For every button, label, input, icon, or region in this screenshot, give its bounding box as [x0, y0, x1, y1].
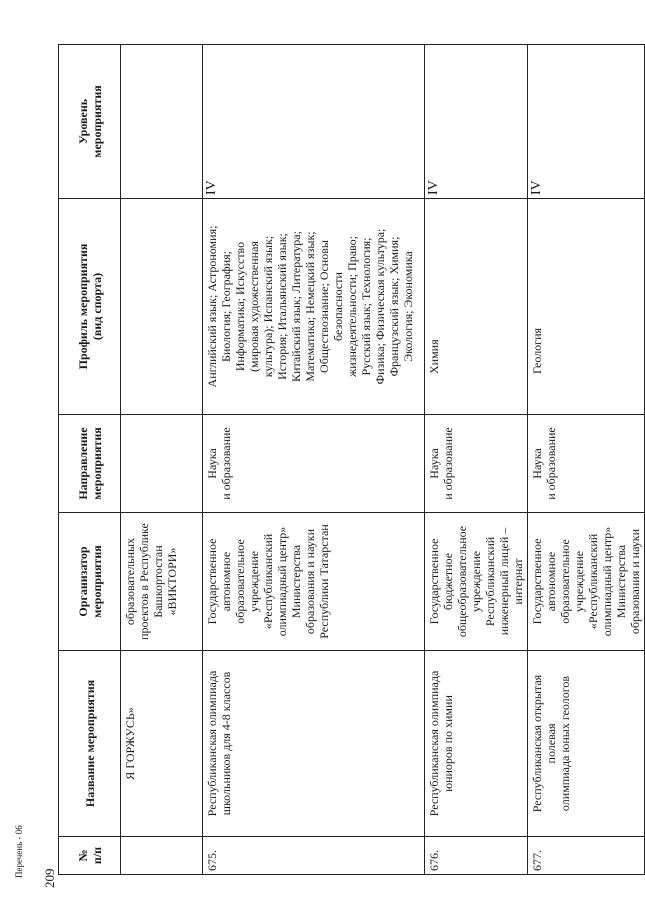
- header-profile: Профиль мероприятия (вид спорта): [59, 199, 121, 415]
- header-organizer: Организатор мероприятия: [59, 513, 121, 651]
- header-direction: Направление мероприятия: [59, 415, 121, 513]
- row-organizer: Государственное автономное образовательное учреждение «Республиканский олимпиадный центр» Министерства образования и науки: [528, 513, 645, 651]
- row-event-name: Республиканская олимпиада школьников для 4-8 классов: [203, 651, 425, 837]
- row-level: IV: [203, 45, 425, 199]
- header-event-name: Название мероприятия: [59, 651, 121, 837]
- row-profile: Геология: [528, 199, 645, 415]
- row-profile: Английский язык; Астрономия; Биология; География; Информатика; Искусство (мировая художественная культура); Испанский язык; История; Итальянский язык; Китайский язык; Литература; Математика; Немецкий язык; Обществознание; Основы безопасности жизнедеятельности; Право; Русский язык; Технология; Физика; Физическая культура; Французский язык; Химия; Экология; Экономика: [203, 199, 425, 415]
- row-event-name: Республиканская олимпиада юниоров по химии: [425, 651, 528, 837]
- row-organizer: Государственное бюджетное общеобразовательное учреждение Республиканский инженерный лицей – интернат: [425, 513, 528, 651]
- row-profile: [121, 199, 203, 415]
- table-row: [528, 45, 645, 875]
- row-direction: [121, 415, 203, 513]
- table-header-row: [59, 45, 121, 875]
- row-direction: Наука и образование: [203, 415, 425, 513]
- row-number: 677.: [528, 837, 645, 875]
- header-level: Уровень мероприятия: [59, 45, 121, 199]
- row-level: IV: [528, 45, 645, 199]
- row-level: [121, 45, 203, 199]
- table-row: [203, 45, 425, 875]
- row-direction: Наука и образование: [425, 415, 528, 513]
- row-number: 676.: [425, 837, 528, 875]
- row-number: [121, 837, 203, 875]
- row-event-name: Республиканская открытая полевая олимпиада юных геологов: [528, 651, 645, 837]
- row-organizer: образовательных проектов в Республике Башкортостан «ВИКТОРИ»: [121, 513, 203, 651]
- row-event-name: Я ГОРЖУСЬ»: [121, 651, 203, 837]
- footer-label: Перечень - 06: [14, 825, 24, 878]
- page-number: 209: [42, 868, 57, 888]
- row-profile: Химия: [425, 199, 528, 415]
- rotated-table-container: [58, 45, 642, 875]
- row-direction: Наука и образование: [528, 415, 645, 513]
- table-row: [121, 45, 203, 875]
- row-number: 675.: [203, 837, 425, 875]
- events-table: [58, 44, 645, 875]
- row-level: IV: [425, 45, 528, 199]
- row-organizer: Государственное автономное образовательное учреждение «Республиканский олимпиадный центр» Министерства образования и науки Республики Татарстан: [203, 513, 425, 651]
- header-number: № п/п: [59, 837, 121, 875]
- table-row: [425, 45, 528, 875]
